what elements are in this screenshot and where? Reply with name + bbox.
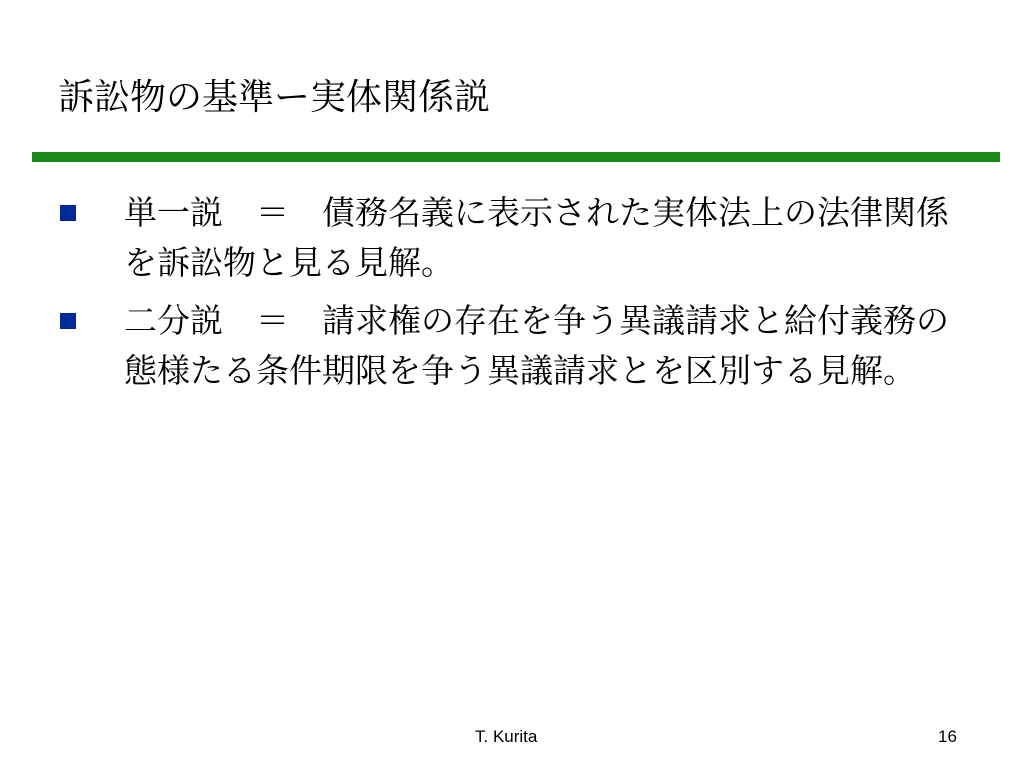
page-number: 16 xyxy=(938,727,957,746)
title-divider xyxy=(32,152,1000,162)
bullet-text-single-theory: 単一説 ＝ 債務名義に表示された実体法上の法律関係を訴訟物と見る見解。 xyxy=(124,193,949,282)
slide-title: 訴訟物の基準ー実体関係説 xyxy=(58,77,491,118)
bullet-text-dual-theory: 二分説 ＝ 請求権の存在を争う異議請求と給付義務の態様たる条件期限を争う異議請求とを区別する見解。 xyxy=(124,301,949,390)
square-bullet-icon xyxy=(60,313,76,329)
bullet-item xyxy=(58,188,958,288)
footer-author: T. Kurita xyxy=(475,727,538,746)
bullet-list xyxy=(58,188,958,404)
bullet-item xyxy=(58,296,958,396)
square-bullet-icon xyxy=(60,205,76,221)
